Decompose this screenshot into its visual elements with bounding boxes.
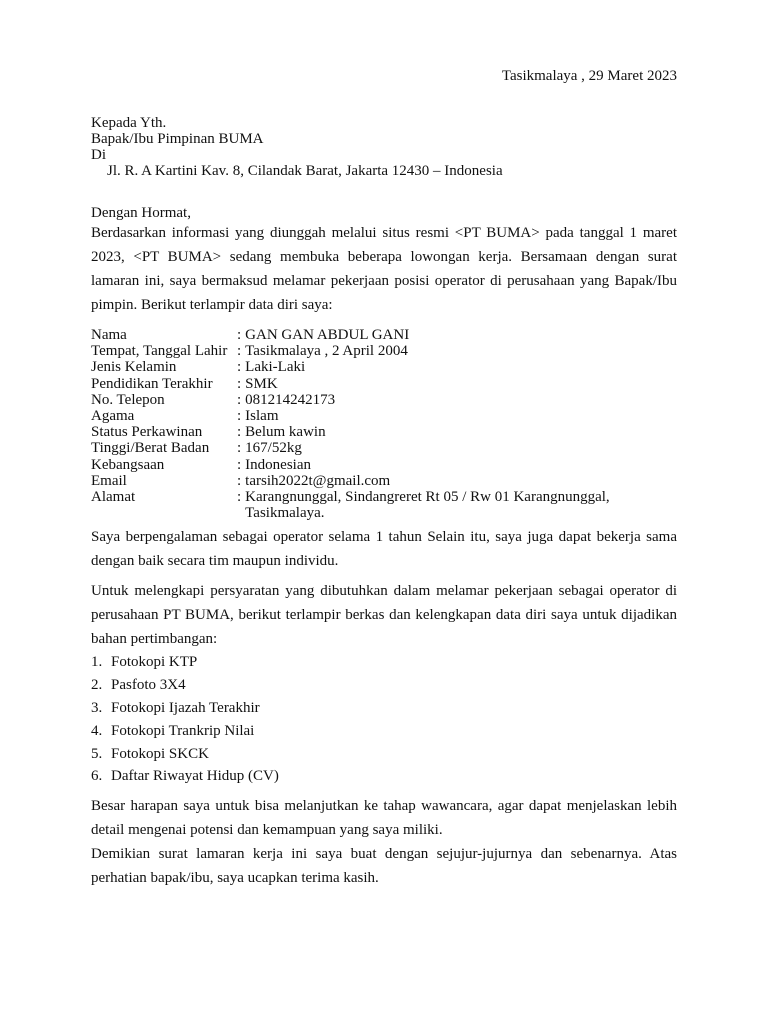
field-separator: : xyxy=(237,375,242,392)
field-label: Kebangsaan xyxy=(91,456,165,473)
field-separator: : xyxy=(237,440,242,457)
field-label: Jenis Kelamin xyxy=(91,359,177,376)
field-label: No. Telepon xyxy=(91,391,165,408)
list-item-text: Fotokopi SKCK xyxy=(111,745,209,762)
recipient-block xyxy=(91,115,677,179)
field-separator: : xyxy=(237,424,242,441)
personal-data-row xyxy=(91,327,677,343)
hope-paragraph: Besar harapan saya untuk bisa melanjutkan ke tahap wawancara, agar dapat menjelaskan lebih detail mengenai potensi dan kemampuan yang saya miliki. xyxy=(91,798,677,839)
list-item xyxy=(91,765,677,788)
field-separator: : xyxy=(237,359,242,376)
list-item-text: Pasfoto 3X4 xyxy=(111,677,186,694)
list-item-text: Fotokopi KTP xyxy=(111,654,198,671)
personal-data-row xyxy=(91,359,677,375)
personal-data-row xyxy=(91,343,677,359)
list-item-number: 4. xyxy=(91,722,103,739)
field-label: Status Perkawinan xyxy=(91,424,203,441)
list-item-number: 2. xyxy=(91,677,103,694)
recipient-address: Jl. R. A Kartini Kav. 8, Cilandak Barat, Jakarta 12430 – Indonesia xyxy=(107,163,503,179)
field-value: Tasikmalaya , 2 April 2004 xyxy=(245,343,408,360)
field-separator: : xyxy=(237,489,242,506)
personal-data-row xyxy=(91,376,677,392)
list-item-text: Daftar Riwayat Hidup (CV) xyxy=(111,768,279,785)
list-item-number: 6. xyxy=(91,768,103,785)
field-value: Indonesian xyxy=(245,456,311,473)
personal-data-row xyxy=(91,392,677,408)
field-label: Pendidikan Terakhir xyxy=(91,375,213,392)
list-item xyxy=(91,674,677,697)
list-item xyxy=(91,720,677,743)
personal-data-row xyxy=(91,440,677,456)
field-separator: : xyxy=(237,391,242,408)
field-value: GAN GAN ABDUL GANI xyxy=(245,327,410,343)
field-value: SMK xyxy=(245,375,278,392)
field-separator: : xyxy=(237,456,242,473)
list-item-number: 1. xyxy=(91,654,103,671)
list-item xyxy=(91,697,677,720)
personal-data-row xyxy=(91,473,677,489)
personal-data-row xyxy=(91,489,677,521)
experience-paragraph: Saya berpengalaman sebagai operator selama 1 tahun Selain itu, saya juga dapat bekerja sama dengan baik secara tim maupun individu. xyxy=(91,529,677,570)
field-label: Email xyxy=(91,472,127,489)
field-label: Alamat xyxy=(91,489,136,506)
field-value: Islam xyxy=(245,408,279,425)
list-item-text: Fotokopi Ijazah Terakhir xyxy=(111,700,260,717)
personal-data-table xyxy=(91,327,677,521)
field-value: Belum kawin xyxy=(245,424,326,441)
recipient-line-di: Di xyxy=(91,147,106,163)
field-value: Laki-Laki xyxy=(245,359,306,376)
list-item-number: 5. xyxy=(91,745,103,762)
field-separator: : xyxy=(237,327,242,343)
field-value: tarsih2022t@gmail.com xyxy=(245,472,391,489)
closing-paragraph: Demikian surat lamaran kerja ini saya buat dengan sejujur-jujurnya dan sebenarnya. Atas perhatian bapak/ibu, saya ucapkan terima kasih. xyxy=(91,846,677,887)
intro-paragraph: Berdasarkan informasi yang diunggah melalui situs resmi <PT BUMA> pada tanggal 1 maret 2023, <PT BUMA> sedang membuka beberapa lowongan kerja. Bersamaan dengan surat lamaran ini, saya bermaksud melamar pekerjaan posisi operator di perusahaan yang Bapak/Ibu pimpin. Berikut terlampir data diri saya: xyxy=(91,225,677,313)
field-separator: : xyxy=(237,472,242,489)
salutation: Dengan Hormat, xyxy=(91,205,191,221)
field-value: 081214242173 xyxy=(245,391,336,408)
personal-data-row xyxy=(91,424,677,440)
recipient-line-name: Bapak/Ibu Pimpinan BUMA xyxy=(91,131,264,147)
letter-date: Tasikmalaya , 29 Maret 2023 xyxy=(501,68,677,84)
field-label: Nama xyxy=(91,327,127,343)
field-separator: : xyxy=(237,408,242,425)
personal-data-row xyxy=(91,408,677,424)
list-item xyxy=(91,743,677,766)
field-value: 167/52kg xyxy=(245,440,302,457)
field-label: Agama xyxy=(91,408,135,425)
list-item-text: Fotokopi Trankrip Nilai xyxy=(111,722,255,739)
field-value: Karangnunggal, Sindangreret Rt 05 / Rw 01 Karangnunggal, Tasikmalaya. xyxy=(245,489,610,522)
recipient-line-kepada: Kepada Yth. xyxy=(91,115,167,131)
attachments-list xyxy=(91,651,677,788)
attachments-intro-paragraph: Untuk melengkapi persyaratan yang dibutuhkan dalam melamar pekerjaan sebagai operator di perusahaan PT BUMA, berikut terlampir berkas dan kelengkapan data diri saya untuk dijadikan bahan pertimbangan: xyxy=(91,583,677,648)
personal-data-row xyxy=(91,457,677,473)
list-item-number: 3. xyxy=(91,700,103,717)
field-label: Tinggi/Berat Badan xyxy=(91,440,210,457)
field-separator: : xyxy=(237,343,242,360)
list-item xyxy=(91,651,677,674)
field-label: Tempat, Tanggal Lahir xyxy=(91,343,228,360)
